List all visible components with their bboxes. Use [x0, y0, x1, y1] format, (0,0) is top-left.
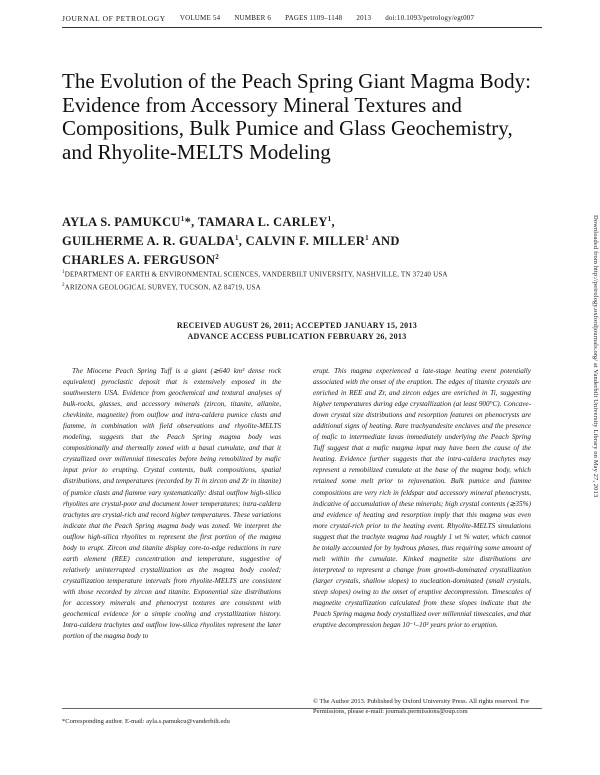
- abstract-left-column: The Miocene Peach Spring Tuff is a giant (≳640 km³ dense rock equivalent) pyroclastic deposit that is extensively exposed in the southwestern USA. Evidence from geochemical and textural analyses of bulk-rocks, glasses, and accessory minerals (zircon, titanite, allanite, chevkinite, magnetite) from outflow and intra-caldera pumice clasts and fiamme, in combination with field observations and rhyolite-MELTS modeling, suggests that the Peach Spring magma body was compositionally and thermally zoned with a basal cumulate, and that it crystallized over millennial timescales before being remobilized by mafic input prior to erupting. Crystal contents, bulk compositions, spatial distributions, and temperatures (recorded by Ti in zircon and Zr in titanite) of pumice clasts and fiamme vary systematically: distal outflow high-silica rhyolites are crystal-poor and document lower temperatures; intra-caldera trachytes are crystal-rich and record higher temperatures. These variations indicate that the Peach Spring magma body was zoned. We interpret the outflow high-silica rhyolites to represent the first portion of the magma body to erupt. Zircon and titanite display core-to-edge reductions in rare earth element (REE) concentration and temperature, suggestive of relatively uninterrupted crystallization as the magma body cooled; crystallization temperature intervals from rhyolite-MELTS are consistent with those recorded by zircon and titanite. Exponential size distributions for accessory minerals and phenocryst textures are consistent with geochemical evidence for a simple cooling and crystallization history. Intra-caldera trachytes and outflow low-silica rhyolites represent the later portion of the magma body to: [63, 367, 281, 641]
- received-date: RECEIVED AUGUST 26, 2011; ACCEPTED JANUARY 15, 2013: [176, 321, 418, 330]
- publication-dates: [62, 320, 532, 342]
- journal-header: [62, 11, 542, 25]
- author: CALVIN F. MILLER$^1$ AND: [245, 234, 400, 249]
- author: AYLA S. PAMUKCU$^1$*,: [62, 215, 195, 230]
- header-divider: [62, 27, 542, 28]
- article-title: The Evolution of the Peach Spring Giant Magma Body: Evidence from Accessory Mineral Textures and Compositions, Bulk Pumice and Glass Geochemistry, and Rhyolite-MELTS Modeling: [62, 69, 531, 164]
- author-list: [62, 211, 532, 268]
- affiliation: $^1$DEPARTMENT OF EARTH & ENVIRONMENTAL SCIENCES, VANDERBILT UNIVERSITY, NASHVILLE, TN 37240 USA: [62, 270, 448, 279]
- issue-number: NUMBER 6: [234, 14, 272, 22]
- doi: doi:10.1093/petrology/egt007: [385, 14, 475, 22]
- author: GUILHERME A. R. GUALDA$^1$,: [62, 234, 243, 249]
- abstract-right-column: erupt. This magma experienced a late-stage heating event potentially associated with the onset of the eruption. The edges of titanite crystals are enriched in REE and Zr, and zircon edges are enriched in Ti, suggesting higher temperatures during edge crystallization (at least 900°C). Concave-down crystal size distributions and resorption features on phenocrysts are additional signs of heating. Rare trachyandesite enclaves and the presence of mafic to intermediate lavas immediately underlying the Peach Spring Tuff suggest that a mafic magma input may have been the cause of the heating. Evidence further suggests that the intra-caldera trachytes may represent a remobilized cumulate at the base of the magma body, which retained some melt prior to rejuvenation. Bulk pumice and fiamme compositions are very rich in feldspar and accessory mineral phenocrysts, indicative of accumulation of these minerals; high crystal contents (≳35%) and evidence of heating and resorption imply that this magma was even more crystal-rich prior to the heating event. Rhyolite-MELTS simulations suggest that the trachyte magma had roughly 1 wt % water, which cannot be totally accounted for by hydrous phases, thus requiring some amount of melt within the cumulate. Kinked magnetite size distributions are interpreted to represent a change from growth-dominated crystallization (larger crystals, shallow slopes) to nucleation-dominated (small crystals, steep slopes) owing to the onset of eruptive decompression. Timescales of magnetite crystallization calculated from these slopes indicate that the Peach Spring magma body crystallized over millennial timescales, and that eruptive decompression began 10⁻¹–10² years prior to eruption.: [313, 367, 531, 630]
- corresponding-author-footnote: *Corresponding author. E-mail: ayla.s.pamukcu@vanderbilt.edu: [62, 718, 230, 725]
- author: CHARLES A. FERGUSON$^2$: [62, 253, 220, 268]
- author: TAMARA L. CARLEY$^1$,: [197, 215, 335, 230]
- year: 2013: [356, 14, 372, 22]
- copyright-notice: © The Author 2013. Published by Oxford University Press. All rights reserved. For Permissions, please e-mail: journals.permissions@oup.com: [313, 698, 530, 715]
- pages: PAGES 1109–1148: [285, 14, 343, 22]
- advance-access-date: ADVANCE ACCESS PUBLICATION FEBRUARY 26, 2013: [187, 332, 407, 341]
- journal-name: JOURNAL OF PETROLOGY: [62, 13, 166, 23]
- download-watermark: Downloaded from http://petrology.oxfordjournals.org/ at Vanderbilt University Library on May 27, 2013: [592, 215, 599, 498]
- affiliation: $^2$ARIZONA GEOLOGICAL SURVEY, TUCSON, AZ 84719, USA: [62, 283, 261, 292]
- volume: VOLUME 54: [179, 14, 221, 22]
